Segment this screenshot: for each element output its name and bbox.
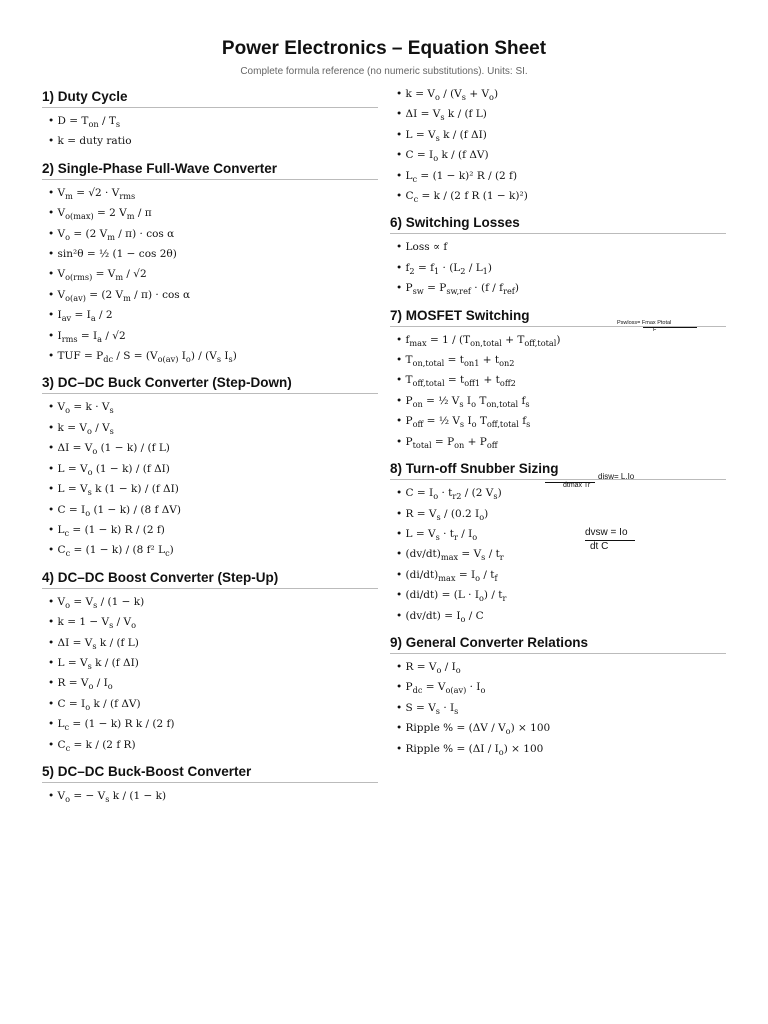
section-3-dc-dc-buck-converter-step-down bbox=[42, 370, 378, 560]
equation-list bbox=[42, 111, 378, 152]
note-switching-loss-bottom: F bbox=[653, 327, 657, 333]
note-di-dt-bottom: dtmax Tr bbox=[563, 482, 591, 489]
section-4-dc-dc-boost-converter-step-up bbox=[42, 565, 378, 755]
equation-item: • $C_c = (1 - k) / (8$ f² $L_c$) bbox=[48, 540, 378, 560]
section-title: 4) DC–DC Boost Converter (Step-Up) bbox=[42, 565, 378, 589]
equation-list bbox=[42, 397, 378, 560]
equation-item: • $T_{off,total} = t_{off1} + t_{off2}$ bbox=[396, 370, 726, 390]
section-5-dc-dc-buck-boost-converter bbox=[42, 759, 378, 806]
equation-item: • $C = I_o$ k / (f ΔV) bbox=[396, 145, 726, 165]
equation-item: • $V_o$ = − $V_s$ k / (1 − k) bbox=[48, 786, 378, 806]
equation-item: • $R = V_o / I_o$ bbox=[48, 673, 378, 693]
equation-item: • $L_c = (1 - k)^2$ R / (2 f) bbox=[396, 166, 726, 186]
equation-item: • $C_c = k / (2$ f R (1 − k)²) bbox=[396, 186, 726, 206]
equation-item: • Loss ∝ f bbox=[396, 237, 726, 257]
equation-list bbox=[42, 592, 378, 755]
equation-item: • $L = V_s$ k / (f ΔI) bbox=[396, 125, 726, 145]
equation-item: • $R = V_o / I_o$ bbox=[396, 657, 726, 677]
equation-list bbox=[390, 483, 726, 626]
note-switching-loss bbox=[617, 320, 687, 333]
equation-item: • $k = 1 - V_s / V_o$ bbox=[48, 612, 378, 632]
equation-item: • $I_{av} = I_a / 2$ bbox=[48, 305, 378, 325]
left-column bbox=[42, 84, 378, 810]
equation-item: • $f_2 = f_1 \cdot (L_2 / L_1)$ bbox=[396, 258, 726, 278]
equation-item: • k = duty ratio bbox=[48, 131, 378, 151]
equation-item: • Ripple % = $(\Delta I / I_o) \times 100$ bbox=[396, 739, 726, 759]
equation-item: • $V_o = (2$ $V_m / \pi) \cdot \cos \alpha$ bbox=[48, 224, 378, 244]
section-6-switching-losses bbox=[390, 210, 726, 298]
section-1-duty-cycle bbox=[42, 84, 378, 152]
right-column bbox=[390, 84, 726, 763]
equation-item: • $T_{on,total} = t_{on1} + t_{on2}$ bbox=[396, 350, 726, 370]
section-title: 7) MOSFET Switching bbox=[390, 303, 726, 327]
equation-item: • $D = T_{on} / T_s$ bbox=[48, 111, 378, 131]
equation-item: • $C = I_o$ (1 − k) / (8 f ΔV) bbox=[48, 500, 378, 520]
note-di-dt-top: disw= L.Io bbox=[598, 472, 635, 481]
equation-item: • $L = V_o$ (1 − k) / (f ΔI) bbox=[48, 459, 378, 479]
note-dv-dt-top: dvsw = Io bbox=[585, 527, 628, 538]
equation-item: • $V_o = k \cdot V_s$ bbox=[48, 397, 378, 417]
equation-item: • $L_c = (1 - k)$ R / (2 f) bbox=[48, 520, 378, 540]
equation-item: • TUF = $P_{dc} / S = (V_{o(av)}$ $I_o) / (V_s$ $I_s$) bbox=[48, 346, 378, 366]
equation-item: • $V_{o(av)} = (2$ $V_m / \pi) \cdot \cos \alpha$ bbox=[48, 285, 378, 305]
equation-item: • Ripple % = $(\Delta V / V_o) \times 100$ bbox=[396, 718, 726, 738]
section-title: 1) Duty Cycle bbox=[42, 84, 378, 108]
page-subtitle: Complete formula reference (no numeric substitutions). Units: SI. bbox=[240, 66, 528, 77]
equation-item: • $V_m = √2 \cdot V_{rms}$ bbox=[48, 183, 378, 203]
equation-item: • $L_c = (1 - k)$ R k / (2 f) bbox=[48, 714, 378, 734]
equation-item: • $R = V_s / (0.2$ $I_o$) bbox=[396, 504, 726, 524]
equation-list bbox=[390, 237, 726, 298]
equation-item: • $C = I_o \cdot t_{r2} / (2$ $V_s$) bbox=[396, 483, 726, 503]
equation-list bbox=[390, 657, 726, 759]
equation-item: • $P_{total} = P_{on} + P_{off}$ bbox=[396, 432, 726, 452]
note-dv-dt-bottom: dt C bbox=[590, 541, 609, 552]
equation-item: • $P_{sw} = P_{sw,ref} \cdot (f / f_{ref})$ bbox=[396, 278, 726, 298]
note-switching-loss-top: Pswloss= Fmax Ptotal bbox=[617, 320, 672, 326]
equation-item: • $P_{off}$ = ½ $V_s$ $I_o$ $T_{off,total}$ $f_s$ bbox=[396, 411, 726, 431]
equation-list bbox=[42, 183, 378, 367]
note-di-dt bbox=[545, 470, 655, 494]
section-title: 8) Turn-off Snubber Sizing bbox=[390, 456, 726, 480]
equation-item: • $(dv/dt)_{max} = V_s / t_r$ bbox=[396, 544, 726, 564]
equation-item: • $P_{dc} = V_{o(av)} \cdot I_o$ bbox=[396, 677, 726, 697]
equation-item: • $V_{o(rms)} = V_m / √2$ bbox=[48, 264, 378, 284]
section-title: 6) Switching Losses bbox=[390, 210, 726, 234]
equation-item: • $L = V_s$ k (1 − k) / (f ΔI) bbox=[48, 479, 378, 499]
equation-item: • $(dv/dt) = I_o / C$ bbox=[396, 606, 726, 626]
equation-item: • $I_{rms} = I_a / √2$ bbox=[48, 326, 378, 346]
equation-item: • $\Delta I = V_s$ k / (f L) bbox=[48, 633, 378, 653]
section-title: 3) DC–DC Buck Converter (Step-Down) bbox=[42, 370, 378, 394]
equation-item: • $S = V_s \cdot I_s$ bbox=[396, 698, 726, 718]
equation-item: • $L = V_s \cdot t_r / I_o$ bbox=[396, 524, 726, 544]
equation-item: • $k = V_o / (V_s + V_o)$ bbox=[396, 84, 726, 104]
equation-item: • $P_{on}$ = ½ $V_s$ $I_o$ $T_{on,total}$ $f_s$ bbox=[396, 391, 726, 411]
fraction-bar bbox=[643, 327, 697, 328]
equation-item: • $\Delta I = V_s$ k / (f L) bbox=[396, 104, 726, 124]
section-title: 2) Single-Phase Full-Wave Converter bbox=[42, 156, 378, 180]
section-2-single-phase-full-wave-converter bbox=[42, 156, 378, 367]
equation-item: • $(di/dt) = (L \cdot I_o) / t_r$ bbox=[396, 585, 726, 605]
equation-item: • sin²θ = ½ (1 − cos 2θ) bbox=[48, 244, 378, 264]
section-title: 9) General Converter Relations bbox=[390, 630, 726, 654]
equation-item: • $C = I_o$ k / (f ΔV) bbox=[48, 694, 378, 714]
equation-item: • $f_{max} = 1 / (T_{on,total} + T_{off,total})$ bbox=[396, 330, 726, 350]
equation-item: • $k = V_o / V_s$ bbox=[48, 418, 378, 438]
buck-boost-continued-list bbox=[390, 84, 726, 206]
equation-item: • $V_{o(max)} = 2$ $V_m$ / π bbox=[48, 203, 378, 223]
equation-item: • $(di/dt)_{max} = I_o / t_f$ bbox=[396, 565, 726, 585]
section-9-general-converter-relations bbox=[390, 630, 726, 759]
equation-list bbox=[390, 330, 726, 452]
equation-item: • $L = V_s$ k / (f ΔI) bbox=[48, 653, 378, 673]
equation-item: • $V_o = V_s / (1 - k)$ bbox=[48, 592, 378, 612]
equation-list bbox=[42, 786, 378, 806]
page-title: Power Electronics – Equation Sheet bbox=[221, 38, 547, 59]
section-title: 5) DC–DC Buck-Boost Converter bbox=[42, 759, 378, 783]
equation-item: • $C_c = k / (2$ f R) bbox=[48, 735, 378, 755]
equation-item: • $\Delta I = V_o$ (1 − k) / (f L) bbox=[48, 438, 378, 458]
note-dv-dt bbox=[585, 527, 665, 555]
